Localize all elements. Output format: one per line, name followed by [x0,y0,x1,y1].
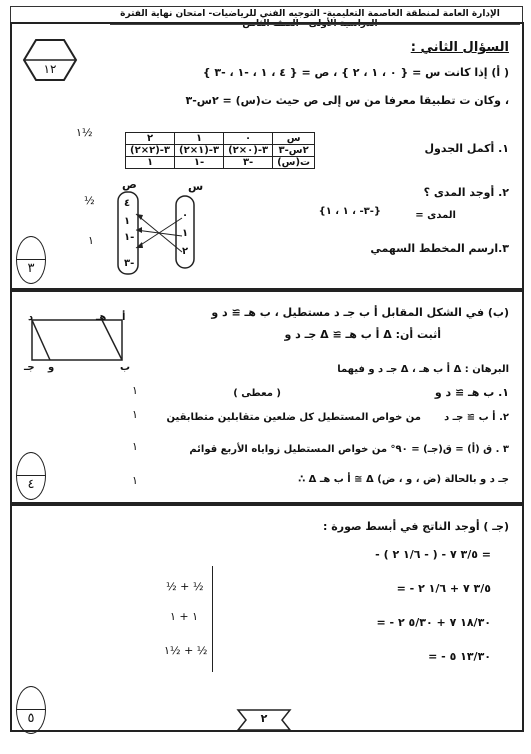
mark: ١½ [76,126,93,139]
vertex-label: جـ [24,362,35,373]
p-value: ١ [124,216,131,227]
score-oval [16,236,46,284]
mark: ½ + ½ [166,580,204,593]
proof-step1-reason: ( معطى ) [233,388,281,399]
score-value: ٥ [27,711,35,726]
p-value: ١- [124,232,135,243]
q2a-item1: ١. أكمل الجدول [424,142,509,155]
p-value: ٤ [124,198,131,209]
table-cell: ٣-(٢×٢) [126,145,175,157]
mark: ١ [132,408,138,421]
calc-line: - ٣/٥ ٧ - ( - ١/٦ ٢ ) = [375,548,491,561]
set-s-label: س [188,180,204,193]
calc-line: = - ١٣/٣٠ ٥ [428,650,491,663]
vertex-label: أ [122,312,126,323]
table-cell: ١ [175,133,224,145]
margin-divider [212,566,213,672]
table-cell: ٢ [126,133,175,145]
table-cell: ٣- [224,157,273,169]
mark: ١ [132,384,138,397]
hex-score: ١٢ [43,62,57,76]
mark: ½ [84,194,95,207]
vertex-label: ب [120,362,131,373]
table-cell: ١- [175,157,224,169]
proof-conclusion: ∴ Δ أ ب هـ ≅ Δ جـ د و بالحالة (ض ، و ، ض) [298,474,509,485]
mark: ١ [88,234,94,247]
score-oval [16,452,46,500]
s-value: ٠ [182,210,189,221]
range-label: المدى = [415,210,456,221]
table-cell: ٣-(١×٢) [175,145,224,157]
mark: ١ + ١ [170,610,199,623]
vertex-label: و [48,362,55,373]
mark: ١ [132,474,138,487]
table-cell: ١ [126,157,175,169]
q2a-line2: ، وكان ت تطبيقا معرفا من س إلى ص حيث ت(س) = ٢س-٣ [185,94,509,107]
page-number: ٢ [260,712,268,725]
table-cell: ٢س-٣ [273,145,315,157]
q2a-item3: ٣.ارسم المخطط السهمي [370,242,509,255]
calc-line: = - ١٨/٣٠ ٧ + ٥/٣٠ ٢ [376,616,491,629]
values-table [125,132,315,169]
proof-step1: ١. ب هـ ≅ د و [434,386,509,399]
s-value: ٢ [182,246,189,257]
q2b-line2: أثبت أن: Δ أ ب هـ ≅ Δ جـ د و [284,328,441,341]
exam-header-title: الإدارة العامة لمنطقة العاصمة التعليمية- التوجيه الفني للرياضيات- امتحان نهاية الفترة الدراسية الأولى - الصف الثامن [120,9,500,29]
mark: ١½ + ½ [164,644,208,657]
score-oval [16,686,46,734]
calc-line: = - ٣/٥ ٧ + ١/٦ ٢ [396,582,491,595]
question-title: السؤال الثاني : [410,40,509,55]
q2a-item2: ٢. أوجد المدى ؟ [423,186,509,199]
proof-step2: ٢. أ ب ≅ جـ د [444,412,509,423]
vertex-label: د [28,312,34,323]
score-value: ٣ [27,261,35,276]
table-cell: ٣-(٠×٢) [224,145,273,157]
q2c-title: (جـ ) أوجد الناتج في أبسط صورة : [323,520,509,533]
proof-step2-reason: من خواص المستطيل كل ضلعين متقابلين متطابقين [166,412,421,423]
p-value: ٣- [124,258,135,269]
proof-title: البرهان : Δ أ ب هـ ، Δ جـ د و فيهما [337,364,509,375]
table-cell: ت(س) [273,157,315,169]
s-value: ١ [182,228,189,239]
rectangle-figure [24,310,134,370]
set-p-label: ص [122,178,137,191]
mark: ١ [132,440,138,453]
q2b-line1: (ب) في الشكل المقابل أ ب جـ د مستطيل ، ب هـ ≅ د و [211,306,509,319]
q2a-line1: ( أ) إذا كانت س = { ٠ ، ١ ، ٢ } ، ص = { ٤ ، ١ ، -١ ، -٣ } [202,66,509,79]
proof-step3: ٣ . ق (أ) = ق(جـ) = ٩٠° من خواص المستطيل زواياه الأربع قوائم [189,444,509,455]
vertex-label: هـ [96,312,107,323]
range-value: {٣- ، ١ ، ١-} [318,206,381,217]
table-cell: س [273,133,315,145]
table-cell: ٠ [224,133,273,145]
score-value: ٤ [27,477,35,492]
